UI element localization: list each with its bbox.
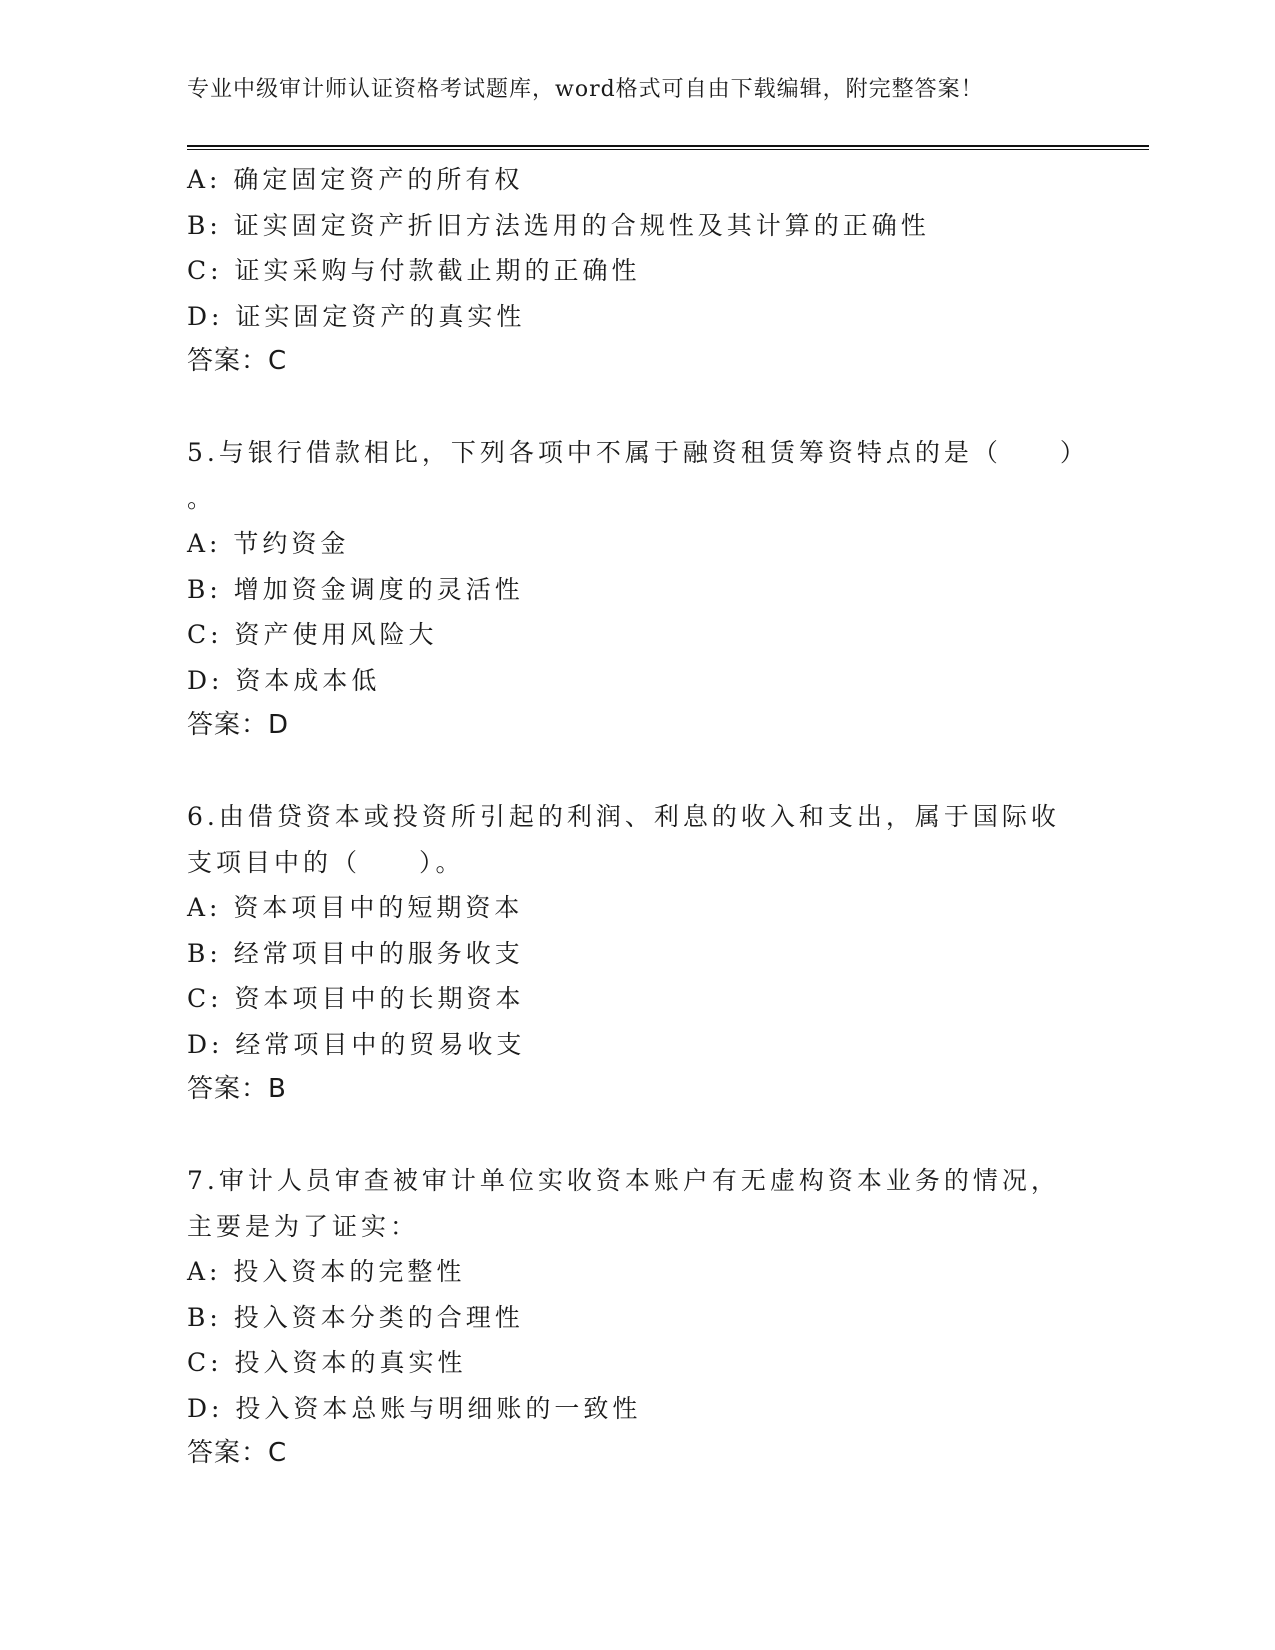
option-d: D: 经常项目中的贸易收支	[187, 1029, 526, 1059]
answer-label: 答案：D	[187, 710, 290, 740]
spacer	[187, 385, 1087, 431]
question-stem: 5.与银行借款相比，下列各项中不属于融资租赁筹资特点的是（ ）	[187, 438, 1089, 467]
question-stem: 7.审计人员审查被审计单位实收资本账户有无虚构资本业务的情况，	[187, 1166, 1060, 1195]
option-a: A: 资本项目中的短期资本	[187, 893, 524, 922]
option-b: B: 经常项目中的服务收支	[187, 938, 524, 968]
question-stem-continued: 主要是为了证实：	[187, 1211, 420, 1241]
question-block-6	[187, 794, 1087, 1113]
option-b: B: 证实固定资产折旧方法选用的合规性及其计算的正确性	[187, 210, 930, 240]
option-d: D: 资本成本低	[187, 665, 381, 695]
question-stem: 6.由借贷资本或投资所引起的利润、利息的收入和支出，属于国际收	[187, 802, 1060, 831]
spacer	[187, 749, 1087, 795]
question-stem-continued: 支项目中的（ ）。	[187, 847, 465, 877]
spacer	[187, 1113, 1087, 1159]
option-a: A: 确定固定资产的所有权	[187, 165, 524, 194]
option-b: B: 增加资金调度的灵活性	[187, 574, 524, 604]
question-block-5	[187, 430, 1087, 749]
option-b: B: 投入资本分类的合理性	[187, 1302, 524, 1332]
option-c: C: 资产使用风险大	[187, 620, 438, 649]
option-a: A: 节约资金	[187, 529, 350, 558]
page-header: 专业中级审计师认证资格考试题库，word格式可自由下载编辑，附完整答案！	[187, 77, 984, 102]
question-stem-continued: 。	[187, 483, 217, 513]
answer-label: 答案：B	[187, 1074, 287, 1104]
option-d: D: 证实固定资产的真实性	[187, 301, 526, 331]
option-c: C: 证实采购与付款截止期的正确性	[187, 256, 641, 285]
question-block-4	[187, 157, 1087, 385]
option-c: C: 资本项目中的长期资本	[187, 984, 525, 1013]
answer-label: 答案：C	[187, 346, 288, 376]
option-a: A: 投入资本的完整性	[187, 1257, 466, 1286]
question-block-7	[187, 1158, 1087, 1477]
question-list	[187, 157, 1087, 1477]
answer-label: 答案：C	[187, 1438, 288, 1468]
option-d: D: 投入资本总账与明细账的一致性	[187, 1393, 642, 1423]
header-divider	[187, 145, 1149, 150]
option-c: C: 投入资本的真实性	[187, 1348, 467, 1377]
